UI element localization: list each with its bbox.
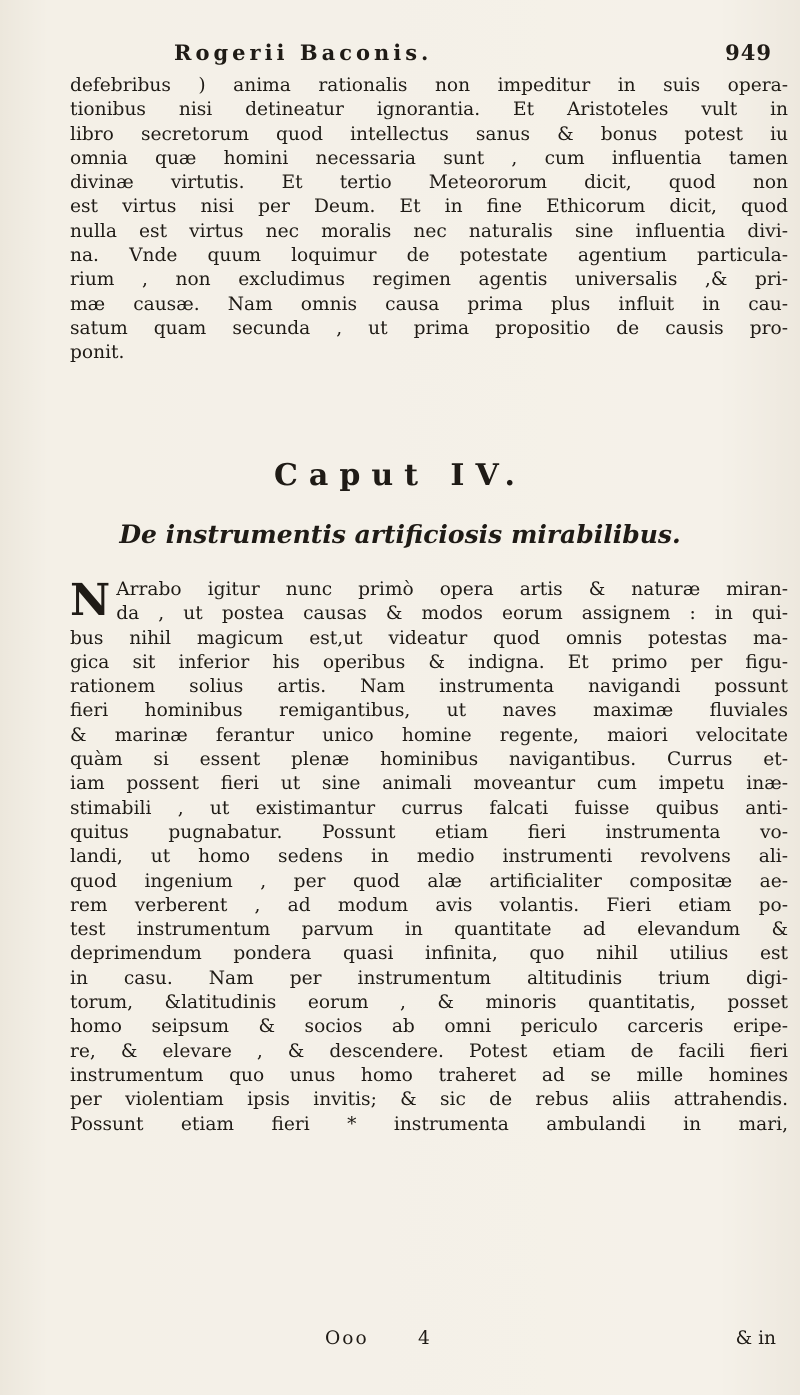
text-line: instrumentum quo unus homo traheret ad se mille homines <box>70 1064 788 1086</box>
text-line: iam possent fieri ut sine animali moveantur cum impetu inæ- <box>70 773 788 795</box>
text-line: da , ut postea causas & modos eorum assignem : in qui- <box>116 603 788 625</box>
text-line: in casu. Nam per instrumentum altitudinis trium digi- <box>70 967 788 989</box>
text-line: mæ causæ. Nam omnis causa prima plus influit in cau- <box>70 293 788 315</box>
catchword: & in <box>735 1328 776 1349</box>
text-line: divinæ virtutis. Et tertio Meteororum dicit, quod non <box>70 172 788 194</box>
chapter-heading: Caput IV. <box>274 458 526 493</box>
text-line: quàm si essent plenæ hominibus navigantibus. Currus et- <box>70 749 788 771</box>
text-line: est virtus nisi per Deum. Et in fine Ethicorum dicit, quod <box>70 196 788 218</box>
text-line: per violentiam ipsis invitis; & sic de rebus aliis attrahendis. <box>70 1089 788 1111</box>
text-block-chapter <box>70 575 788 1137</box>
text-line: landi, ut homo sedens in medio instrumenti revolvens ali- <box>70 846 788 868</box>
text-line: ponit. <box>70 342 125 364</box>
text-line: stimabili , ut existimantur currus falcati fuisse quibus anti- <box>70 797 788 819</box>
text-line: tionibus nisi detineatur ignorantia. Et Aristoteles vult in <box>70 99 788 121</box>
text-line: bus nihil magicum est,ut videatur quod omnis potestas ma- <box>70 627 788 649</box>
chapter-subtitle: De instrumentis artificiosis mirabilibus. <box>119 520 681 549</box>
text-line: nulla est virtus nec moralis nec naturalis sine influentia divi- <box>70 220 788 242</box>
text-line: rationem solius artis. Nam instrumenta navigandi possunt <box>70 676 788 698</box>
catchword-line <box>70 1326 788 1352</box>
page-number: 949 <box>725 40 772 65</box>
text-line: satum quam secunda , ut prima propositio de causis pro- <box>70 317 788 339</box>
text-line: test instrumentum parvum in quantitate ad elevandum & <box>70 919 788 941</box>
signature-mark: Ooo <box>325 1328 369 1349</box>
signature-number: 4 <box>418 1328 430 1349</box>
text-line: na. Vnde quum loquimur de potestate agentium particula- <box>70 245 788 267</box>
running-head <box>150 40 772 70</box>
text-line: quitus pugnabatur. Possunt etiam fieri instrumenta vo- <box>70 821 788 843</box>
text-line: omnia quæ homini necessaria sunt , cum influentia tamen <box>70 147 788 169</box>
text-line: fieri hominibus remigantibus, ut naves maximæ fluviales <box>70 700 788 722</box>
running-head-author: Rogerii Baconis. <box>174 40 433 65</box>
text-line: quod ingenium , per quod alæ artificialiter compositæ ae- <box>70 870 788 892</box>
text-block-opening <box>70 74 788 366</box>
text-line: gica sit inferior his operibus & indigna. Et primo per figu- <box>70 651 788 673</box>
text-line: rem verberent , ad modum avis volantis. Fieri etiam po- <box>70 894 788 916</box>
text-line: re, & elevare , & descendere. Potest etiam de facili fieri <box>70 1040 788 1062</box>
text-line: defebribus ) anima rationalis non impeditur in suis opera- <box>70 75 788 96</box>
text-line: & marinæ ferantur unico homine regente, maiori velocitate <box>70 724 788 746</box>
text-line: Possunt etiam fieri * instrumenta ambulandi in mari, <box>70 1113 788 1135</box>
text-line: deprimendum pondera quasi infinita, quo nihil utilius est <box>70 943 788 965</box>
text-line: Arrabo igitur nunc primò opera artis & naturæ miran- <box>116 579 788 600</box>
text-line: homo seipsum & socios ab omni periculo carceris eripe- <box>70 1016 788 1038</box>
text-line: torum, &latitudinis eorum , & minoris quantitatis, posset <box>70 992 788 1014</box>
text-line: libro secretorum quod intellectus sanus & bonus potest iu <box>70 123 788 145</box>
text-line: rium , non excludimus regimen agentis universalis ,& pri- <box>70 269 788 291</box>
drop-cap: N <box>70 575 111 626</box>
